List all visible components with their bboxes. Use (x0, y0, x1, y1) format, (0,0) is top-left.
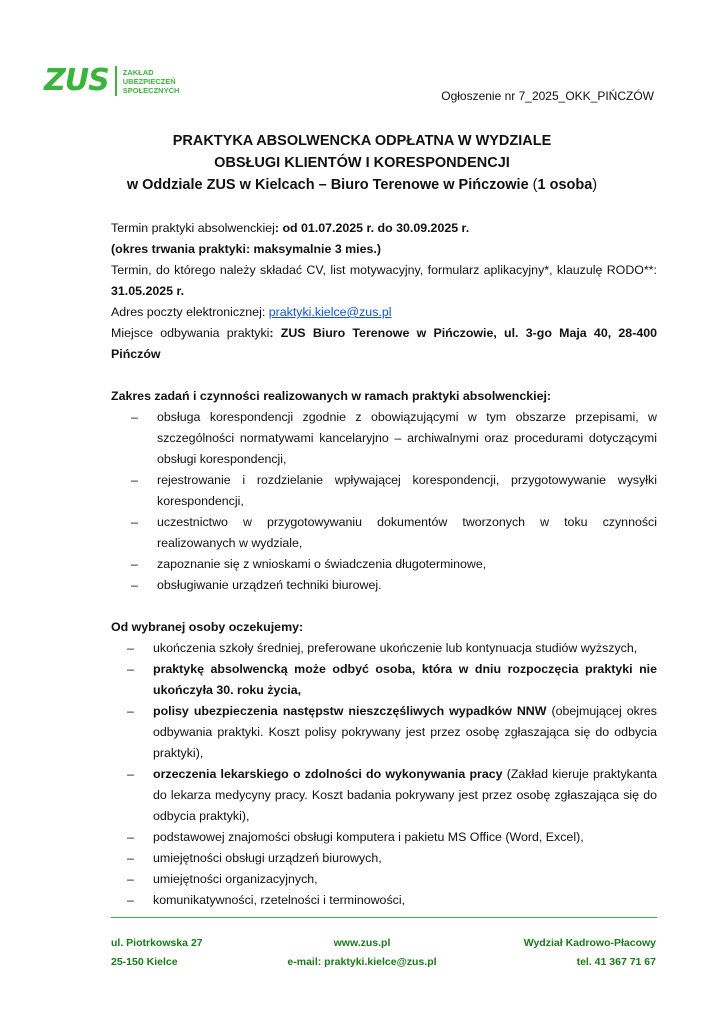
term-value: : od 01.07.2025 r. do 30.09.2025 r. (274, 221, 470, 235)
expectations-list (111, 638, 657, 911)
title-line-3-main: w Oddziale ZUS w Kielcach – Biuro Terenowe w Pińczowie (126, 177, 529, 193)
email-label: Adres poczty elektronicznej: (111, 305, 269, 319)
footer-divider (111, 917, 657, 918)
dash-bullet: – (131, 515, 138, 529)
list-item (111, 764, 657, 827)
email-line (111, 302, 657, 323)
footer-dept-name: Wydział Kadrowo-Płacowy (523, 937, 656, 949)
duty-text: uczestnictwo w przygotowywaniu dokumentów tworzonych w toku czynności realizowanych w wydziale, (157, 515, 657, 550)
list-item (111, 470, 657, 512)
duty-text: obsługiwanie urządzeń techniki biurowej. (157, 578, 382, 592)
list-item (111, 701, 657, 764)
dash-bullet: – (131, 410, 138, 424)
footer-street: ul. Piotrkowska 27 (111, 937, 203, 949)
requirement-text: komunikatywności, rzetelności i terminowości, (153, 893, 406, 907)
title-line-2: OBSŁUGI KLIENTÓW I KORESPONDENCJI (214, 155, 510, 171)
dash-bullet: – (127, 872, 134, 886)
list-item (111, 554, 657, 575)
list-item (111, 869, 657, 890)
title-paren-close: ) (592, 177, 598, 193)
requirement-text: (obejmującej okres odbywania praktyki. Koszt polisy pokrywany jest przez osobę zgłaszająca się do odbycia praktyki), (153, 704, 658, 760)
logo-line-2: UBEZPIECZEŃ (122, 76, 176, 86)
dash-bullet: – (131, 557, 138, 571)
duty-text: obsługa korespondencji zgodnie z obowiązującymi w tym obszarze przepisami, w szczególności normatywami kancelaryjno – archiwalnymi oraz procedurami dotyczącymi obsługi korespondencji, (157, 410, 657, 466)
footer-email[interactable]: e-mail: praktyki.kielce@zus.pl (287, 956, 437, 968)
duty-text: zapoznanie się z wnioskami o świadczenia długoterminowe, (157, 557, 487, 571)
footer-website-link[interactable]: www.zus.pl (333, 937, 391, 949)
logo-text (123, 68, 180, 95)
spacer (111, 365, 657, 386)
dash-bullet: – (127, 767, 134, 781)
list-item (111, 827, 657, 848)
footer-phone: tel. 41 367 71 67 (576, 956, 656, 968)
logo-line-1: ZAKŁAD (122, 67, 154, 77)
duties-list (111, 407, 657, 596)
requirement-text: (Zakład kieruje praktykanta do lekarza medycyny pracy. Koszt badania pokrywany jest przez osobę zgłaszająca się do odbycia praktyki), (153, 767, 657, 823)
deadline-value: 31.05.2025 r. (111, 284, 185, 298)
dash-bullet: – (131, 578, 138, 592)
title-line-3 (0, 174, 724, 196)
term-label: Termin praktyki absolwenckiej (111, 221, 275, 235)
duty-text: rejestrowanie i rozdzielanie wpływającej korespondencji, przygotowywanie wysyłki korespondencji, (157, 473, 657, 508)
page-title (0, 130, 724, 196)
logo-divider (115, 66, 117, 96)
footer-department (524, 934, 656, 972)
footer-city: 25-150 Kielce (111, 956, 178, 968)
email-link[interactable]: praktyki.kielce@zus.pl (268, 305, 392, 319)
list-item (111, 512, 657, 554)
list-item (111, 848, 657, 869)
requirement-text: umiejętności obsługi urządzeń biurowych, (153, 851, 382, 865)
deadline-label: Termin, do którego należy składać CV, list motywacyjny, formularz aplikacyjny*, klauzulę RODO**: (111, 263, 657, 277)
dash-bullet: – (127, 830, 134, 844)
place-line (111, 323, 657, 365)
place-label: Miejsce odbywania praktyki (111, 326, 270, 340)
zus-logo (44, 63, 180, 98)
logo-line-3: SPOŁECZNYCH (122, 85, 180, 95)
list-item (111, 890, 657, 911)
requirement-text: umiejętności organizacyjnych, (153, 872, 318, 886)
announcement-number: Ogłoszenie nr 7_2025_OKK_PIŃCZÓW (441, 89, 654, 103)
requirement-text: podstawowej znajomości obsługi komputera i pakietu MS Office (Word, Excel), (153, 830, 584, 844)
dash-bullet: – (127, 893, 134, 907)
requirement-bold: polisy ubezpieczenia następstw nieszczęśliwych wypadków NNW (153, 704, 547, 718)
place-value: : ZUS Biuro Terenowe w Pińczowie, ul. 3-go Maja 40, 28-400 Pińczów (111, 326, 657, 361)
list-item (111, 638, 657, 659)
title-paren-open: ( (528, 177, 538, 193)
spacer (111, 596, 657, 617)
document-body (111, 218, 657, 911)
logo-mark: ZUS (44, 63, 109, 98)
dash-bullet: – (127, 851, 134, 865)
dash-bullet: – (127, 704, 134, 718)
list-item (111, 575, 657, 596)
title-line-1: PRAKTYKA ABSOLWENCKA ODPŁATNA W WYDZIALE (172, 133, 552, 149)
requirement-text: ukończenia szkoły średniej, preferowane ukończenie lub kontynuacja studiów wyższych, (153, 641, 638, 655)
term-line (111, 218, 657, 239)
duration-line: (okres trwania praktyki: maksymalnie 3 mies.) (111, 242, 381, 256)
deadline-line (111, 260, 657, 302)
dash-bullet: – (127, 641, 134, 655)
dash-bullet: – (127, 662, 134, 676)
title-person-count: 1 osoba (537, 177, 593, 193)
requirement-bold: orzeczenia lekarskiego o zdolności do wykonywania pracy (153, 767, 503, 781)
requirement-bold: praktykę absolwencką może odbyć osoba, która w dniu rozpoczęcia praktyki nie ukończyła 30. roku życia, (153, 662, 657, 697)
expectations-heading: Od wybranej osoby oczekujemy: (111, 620, 304, 634)
duties-heading: Zakres zadań i czynności realizowanych w ramach praktyki absolwenckiej: (111, 389, 552, 403)
list-item (111, 407, 657, 470)
list-item (111, 659, 657, 701)
dash-bullet: – (131, 473, 138, 487)
